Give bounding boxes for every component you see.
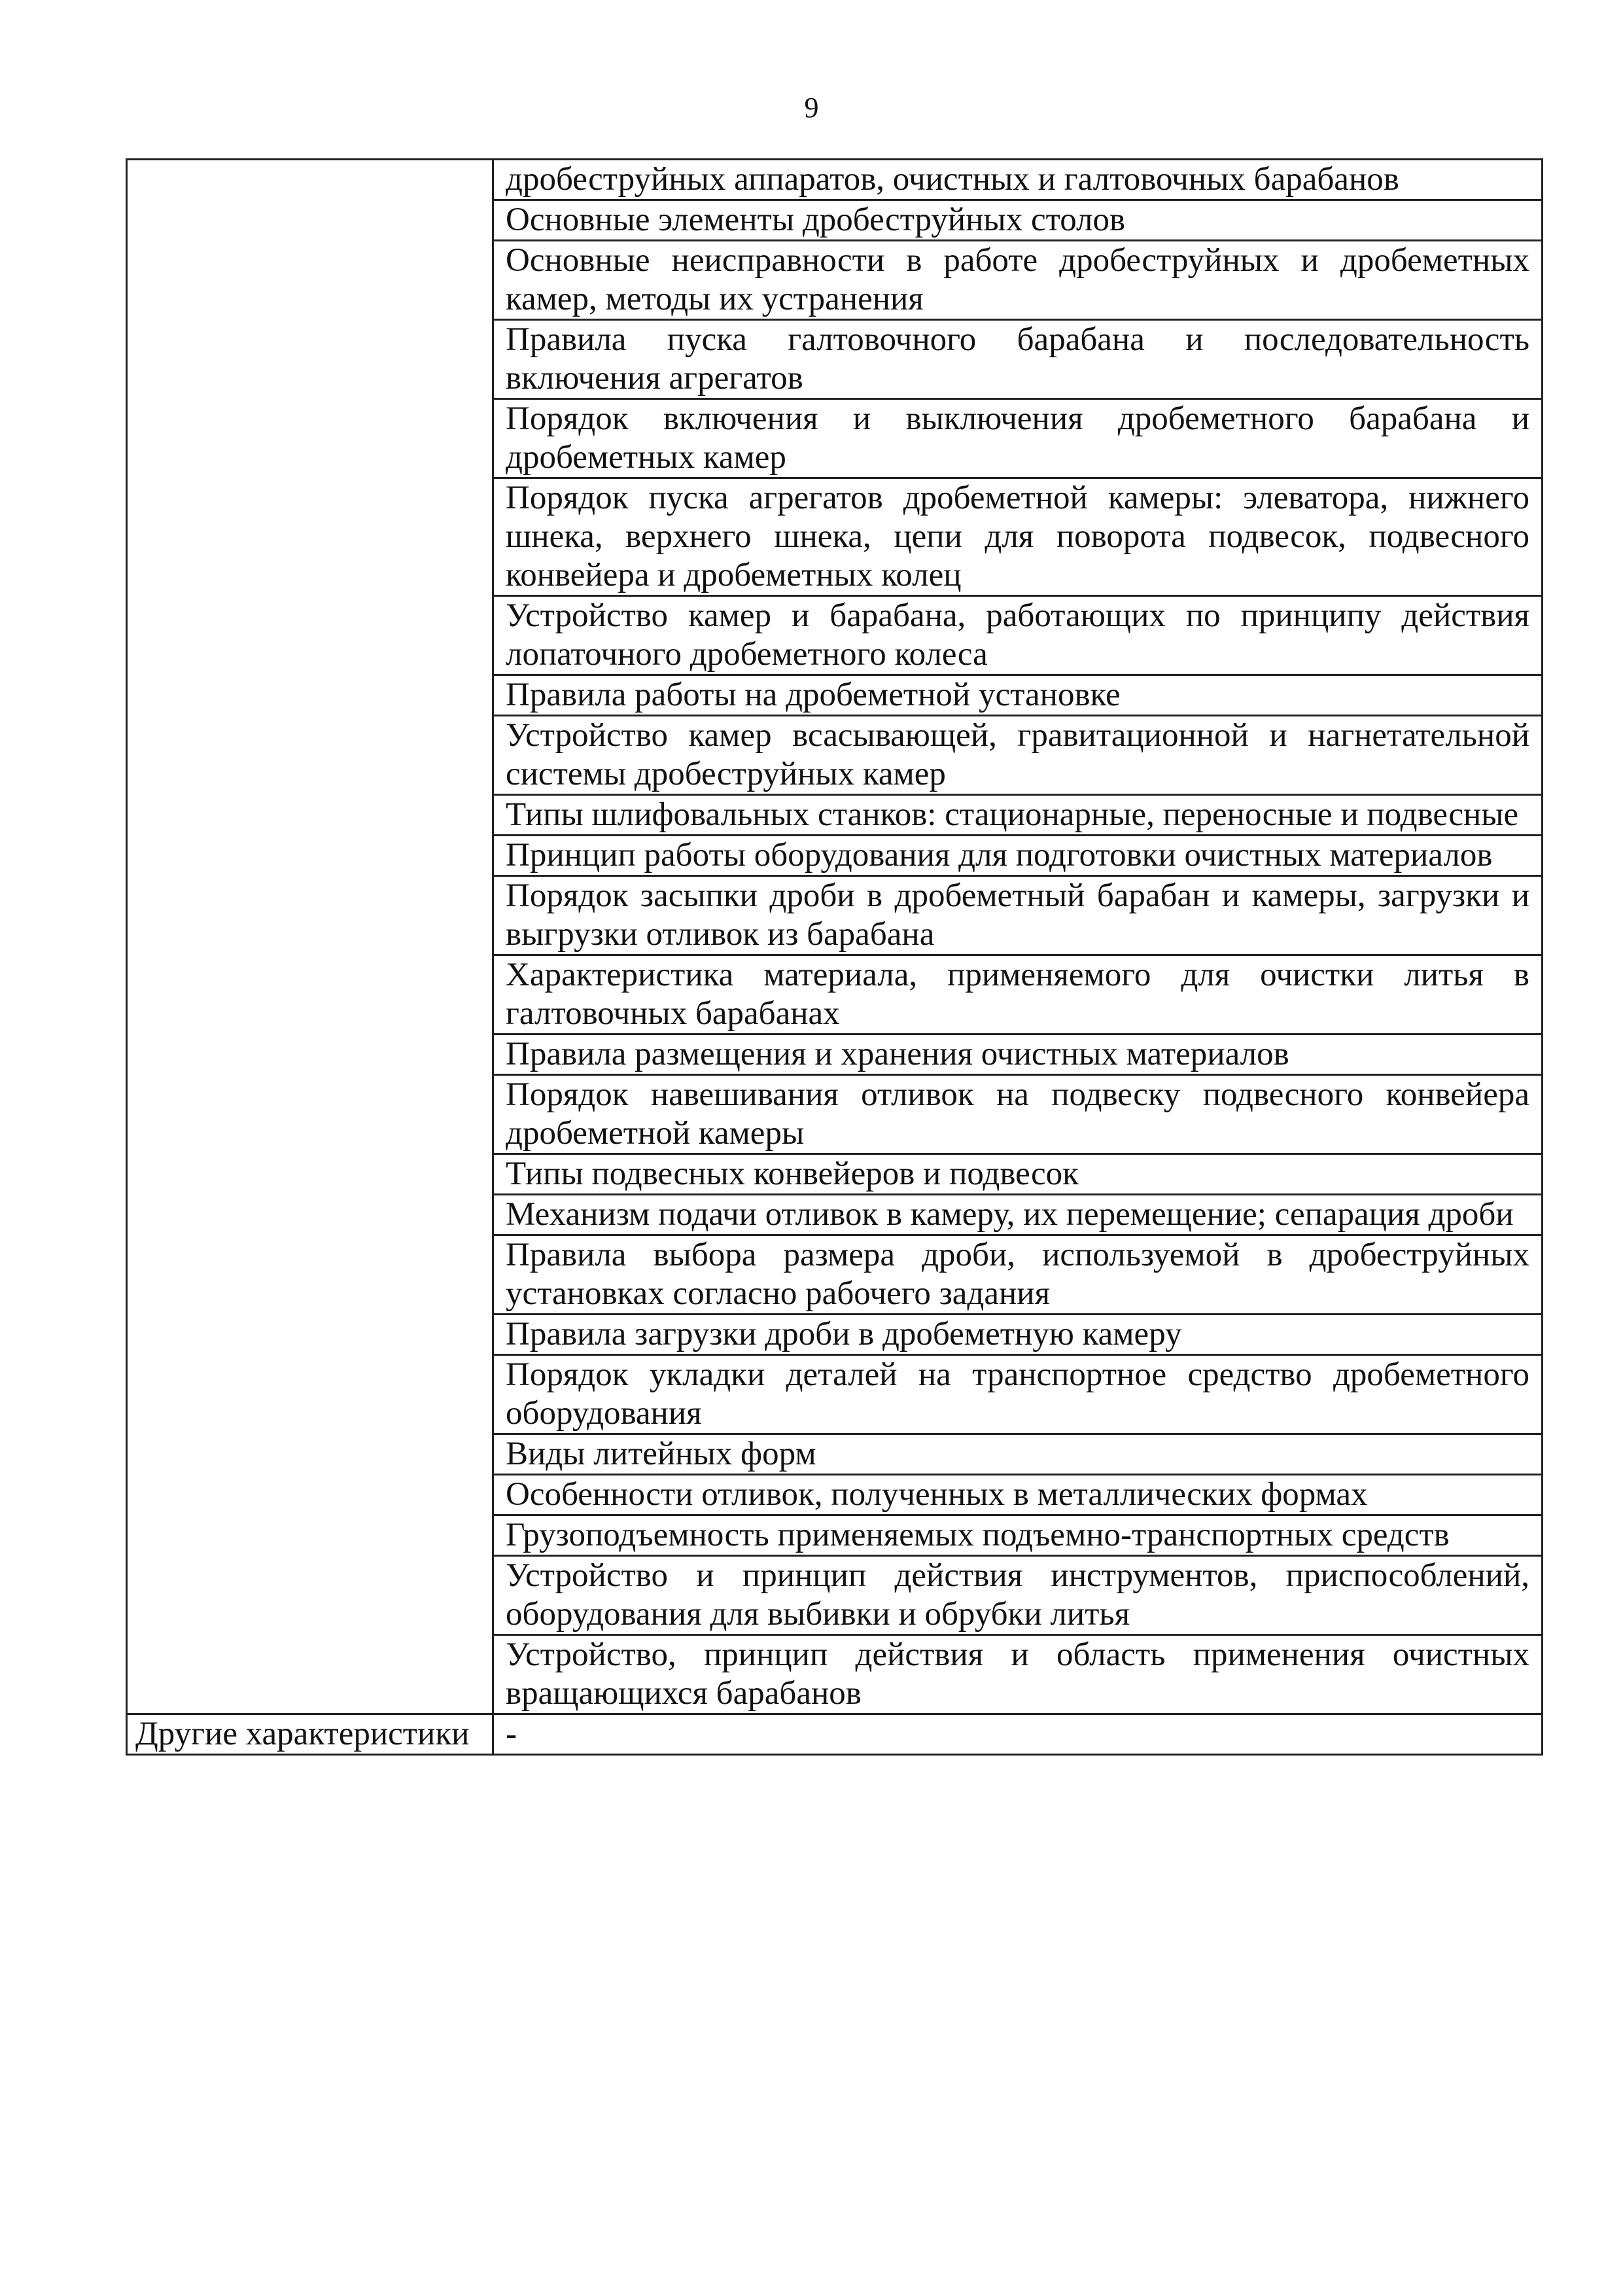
- other-characteristics-value: -: [493, 1714, 1543, 1755]
- list-item: Типы подвесных конвейеров и подвесок: [493, 1154, 1543, 1195]
- requirements-table: [126, 158, 1543, 1756]
- list-item: Устройство, принцип действия и область применения очистных вращающихся барабанов: [493, 1635, 1543, 1714]
- list-item: Принцип работы оборудования для подготовки очистных материалов: [493, 836, 1543, 876]
- list-item: Правила выбора размера дроби, используемой в дробеструйных установках согласно рабочего задания: [493, 1235, 1543, 1315]
- list-item: Устройство камер всасывающей, гравитационной и нагнетательной системы дробеструйных камер: [493, 716, 1543, 795]
- list-item: Правила размещения и хранения очистных материалов: [493, 1034, 1543, 1075]
- list-item: Типы шлифовальных станков: стационарные, переносные и подвесные: [493, 795, 1543, 836]
- list-item: Механизм подачи отливок в камеру, их перемещение; сепарация дроби: [493, 1195, 1543, 1235]
- table-row: [127, 160, 1543, 200]
- list-item: Устройство камер и барабана, работающих по принципу действия лопаточного дробеметного колеса: [493, 596, 1543, 675]
- list-item: Основные элементы дробеструйных столов: [493, 200, 1543, 241]
- list-item: Основные неисправности в работе дробеструйных и дробеметных камер, методы их устранения: [493, 241, 1543, 320]
- list-item: Порядок укладки деталей на транспортное средство дробеметного оборудования: [493, 1355, 1543, 1434]
- list-item: Порядок засыпки дроби в дробеметный барабан и камеры, загрузки и выгрузки отливок из барабана: [493, 876, 1543, 955]
- empty-label-cell: [127, 160, 493, 1714]
- other-characteristics-label: Другие характеристики: [127, 1714, 493, 1755]
- page-number: 9: [804, 92, 819, 124]
- list-item: Порядок навешивания отливок на подвеску подвесного конвейера дробеметной камеры: [493, 1075, 1543, 1154]
- list-item: Правила пуска галтовочного барабана и последовательность включения агрегатов: [493, 320, 1543, 399]
- list-item: Устройство и принцип действия инструментов, приспособлений, оборудования для выбивки и обрубки литья: [493, 1556, 1543, 1635]
- list-item: дробеструйных аппаратов, очистных и галтовочных барабанов: [493, 160, 1543, 200]
- list-item: Особенности отливок, полученных в металлических формах: [493, 1475, 1543, 1515]
- list-item: Характеристика материала, применяемого для очистки литья в галтовочных барабанах: [493, 955, 1543, 1034]
- other-characteristics-row: [127, 1714, 1543, 1755]
- list-item: Правила работы на дробеметной установке: [493, 675, 1543, 716]
- list-item: Правила загрузки дроби в дробеметную камеру: [493, 1315, 1543, 1355]
- list-item: Грузоподъемность применяемых подъемно-транспортных средств: [493, 1515, 1543, 1556]
- list-item: Порядок включения и выключения дробеметного барабана и дробеметных камер: [493, 399, 1543, 478]
- list-item: Виды литейных форм: [493, 1434, 1543, 1475]
- list-item: Порядок пуска агрегатов дробеметной камеры: элеватора, нижнего шнека, верхнего шнека, цепи для поворота подвесок, подвесного конвейера и дробеметных колец: [493, 478, 1543, 596]
